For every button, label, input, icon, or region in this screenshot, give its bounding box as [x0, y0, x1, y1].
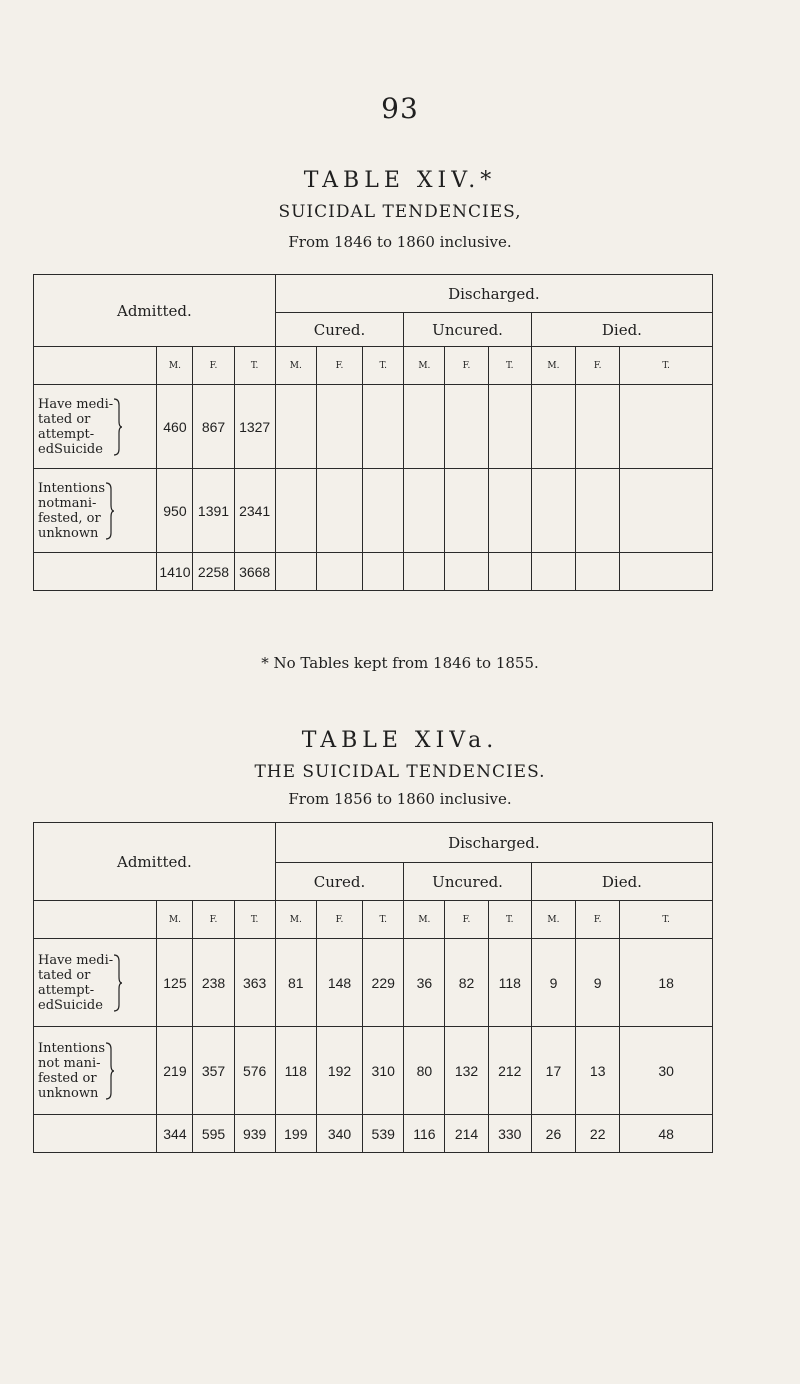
cell: 539 — [363, 1115, 404, 1153]
col-female: F. — [576, 901, 620, 939]
cell: 9 — [576, 939, 620, 1027]
col-total: T. — [488, 347, 531, 385]
cell: 238 — [193, 939, 234, 1027]
cell: 595 — [193, 1115, 234, 1153]
cell — [488, 469, 531, 553]
cell: 212 — [488, 1027, 531, 1115]
col-male: M. — [404, 347, 445, 385]
cell: 48 — [620, 1115, 713, 1153]
col-total: T. — [363, 347, 404, 385]
cell: 1327 — [234, 385, 275, 469]
cell: 36 — [404, 939, 445, 1027]
col-total: T. — [620, 901, 713, 939]
cell: 132 — [445, 1027, 488, 1115]
footnote: * No Tables kept from 1846 to 1855. — [261, 654, 539, 672]
col-male: M. — [531, 901, 575, 939]
cell: 30 — [620, 1027, 713, 1115]
cell: 13 — [576, 1027, 620, 1115]
col-female: F. — [193, 901, 234, 939]
table-date-range: From 1846 to 1860 inclusive. — [288, 233, 512, 251]
col-male: M. — [157, 347, 193, 385]
col-female: F. — [445, 347, 488, 385]
cell: 460 — [157, 385, 193, 469]
cell: 118 — [488, 939, 531, 1027]
cell: 22 — [576, 1115, 620, 1153]
cell — [445, 385, 488, 469]
table-subtitle: SUICIDAL TENDENCIES, — [278, 202, 522, 222]
uncured-header: Uncured. — [404, 313, 532, 347]
cell — [275, 469, 316, 553]
cell — [404, 385, 445, 469]
cell: 214 — [445, 1115, 488, 1153]
col-female: F. — [576, 347, 620, 385]
totals-row — [34, 553, 713, 591]
cell — [531, 553, 575, 591]
col-total: T. — [234, 347, 275, 385]
col-female: F. — [193, 347, 234, 385]
discharged-header: Discharged. — [275, 823, 712, 863]
uncured-header: Uncured. — [404, 863, 532, 901]
cell — [275, 385, 316, 469]
cell: 26 — [531, 1115, 575, 1153]
cell: 576 — [234, 1027, 275, 1115]
col-total: T. — [488, 901, 531, 939]
cell: 80 — [404, 1027, 445, 1115]
table-subtitle: THE SUICIDAL TENDENCIES. — [254, 762, 546, 782]
admitted-header: Admitted. — [34, 275, 276, 347]
col-total: T. — [620, 347, 713, 385]
admitted-header: Admitted. — [34, 823, 276, 901]
cell — [445, 553, 488, 591]
cell — [488, 385, 531, 469]
table-row — [34, 939, 713, 1027]
cell — [488, 553, 531, 591]
cell: 1410 — [157, 553, 193, 591]
row-label: Have medi- tated or attempt- edSuicide — [34, 385, 157, 469]
cell — [363, 469, 404, 553]
cell — [363, 385, 404, 469]
col-male: M. — [275, 347, 316, 385]
cell: 18 — [620, 939, 713, 1027]
cell: 219 — [157, 1027, 193, 1115]
col-female: F. — [316, 901, 362, 939]
suicidal-tendencies-table — [33, 274, 713, 591]
row-label: Have medi- tated or attempt- edSuicide — [34, 939, 157, 1027]
brace-icon — [105, 481, 115, 541]
cell — [620, 385, 713, 469]
cell — [316, 469, 362, 553]
cell: 357 — [193, 1027, 234, 1115]
cell: 9 — [531, 939, 575, 1027]
row-label: Intentions not mani- fested or unknown — [34, 1027, 157, 1115]
cell: 82 — [445, 939, 488, 1027]
cell — [620, 553, 713, 591]
col-total: T. — [234, 901, 275, 939]
cell: 148 — [316, 939, 362, 1027]
cell: 192 — [316, 1027, 362, 1115]
cell: 363 — [234, 939, 275, 1027]
col-male: M. — [275, 901, 316, 939]
cell: 2341 — [234, 469, 275, 553]
table-title: TABLE XIV.* — [303, 168, 497, 193]
cell — [531, 469, 575, 553]
died-header: Died. — [531, 313, 712, 347]
died-header: Died. — [531, 863, 712, 901]
table-row — [34, 1027, 713, 1115]
cell: 3668 — [234, 553, 275, 591]
row-label: Intentions notmani- fested, or unknown — [34, 469, 157, 553]
totals-label — [34, 553, 157, 591]
cell: 939 — [234, 1115, 275, 1153]
brace-icon — [105, 1041, 115, 1101]
cell: 330 — [488, 1115, 531, 1153]
cell: 118 — [275, 1027, 316, 1115]
cell: 310 — [363, 1027, 404, 1115]
cell: 344 — [157, 1115, 193, 1153]
cell — [620, 469, 713, 553]
cell: 950 — [157, 469, 193, 553]
brace-icon — [113, 953, 123, 1013]
cured-header: Cured. — [275, 313, 404, 347]
cell — [576, 553, 620, 591]
cell: 81 — [275, 939, 316, 1027]
table-row — [34, 469, 713, 553]
cell: 340 — [316, 1115, 362, 1153]
col-male: M. — [531, 347, 575, 385]
cell — [531, 385, 575, 469]
row-label-header — [34, 901, 157, 939]
totals-label — [34, 1115, 157, 1153]
cell: 2258 — [193, 553, 234, 591]
brace-icon — [113, 397, 123, 457]
cell: 867 — [193, 385, 234, 469]
page-number: 93 — [381, 92, 419, 125]
row-label-header — [34, 347, 157, 385]
table-title: TABLE XIVa. — [301, 728, 499, 753]
discharged-header: Discharged. — [275, 275, 712, 313]
cell: 1391 — [193, 469, 234, 553]
col-total: T. — [363, 901, 404, 939]
cell — [316, 553, 362, 591]
table-date-range: From 1856 to 1860 inclusive. — [288, 790, 512, 808]
cell — [404, 553, 445, 591]
cell — [275, 553, 316, 591]
cell — [316, 385, 362, 469]
totals-row — [34, 1115, 713, 1153]
cell: 125 — [157, 939, 193, 1027]
cell — [445, 469, 488, 553]
cell — [363, 553, 404, 591]
col-female: F. — [445, 901, 488, 939]
col-female: F. — [316, 347, 362, 385]
col-male: M. — [404, 901, 445, 939]
cell — [576, 385, 620, 469]
suicidal-tendencies-table — [33, 822, 713, 1153]
cell — [404, 469, 445, 553]
col-male: M. — [157, 901, 193, 939]
cell: 116 — [404, 1115, 445, 1153]
cell: 229 — [363, 939, 404, 1027]
table-row — [34, 385, 713, 469]
cell: 199 — [275, 1115, 316, 1153]
cell: 17 — [531, 1027, 575, 1115]
cured-header: Cured. — [275, 863, 404, 901]
cell — [576, 469, 620, 553]
